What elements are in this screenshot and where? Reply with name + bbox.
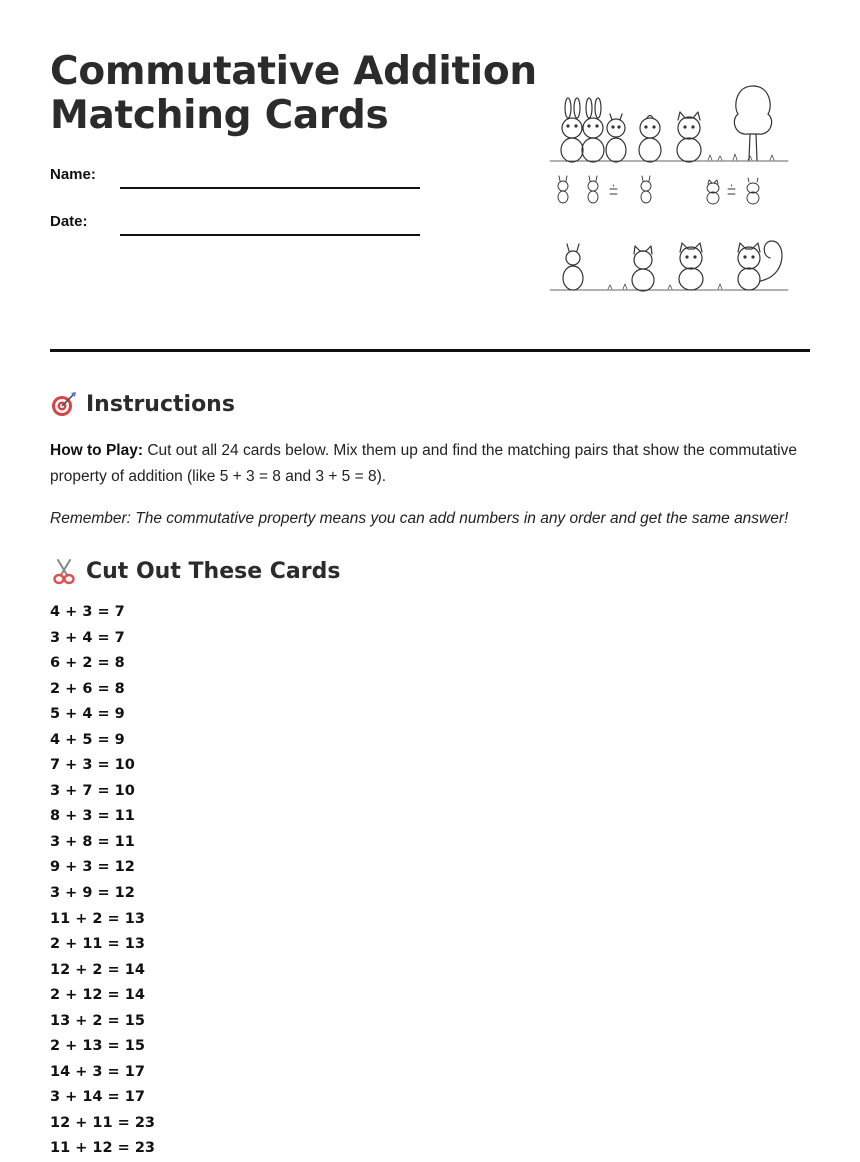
card-item: 3 + 4 = 7 [50,629,125,646]
title-line-2: Matching Cards [50,93,389,138]
title-line-1: Commutative Addition [50,49,537,94]
card-item: 3 + 7 = 10 [50,782,135,799]
scissors-icon [50,557,78,585]
card-item: 11 + 12 = 23 [50,1140,156,1157]
card-item: 4 + 5 = 9 [50,731,125,748]
card-item: 8 + 3 = 11 [50,808,135,825]
card-item: 7 + 3 = 10 [50,757,135,774]
how-to-play-label: How to Play: [50,442,144,459]
date-line[interactable] [120,234,420,236]
animal-illustration [548,76,794,298]
cards-heading [50,557,340,585]
card-item: 2 + 6 = 8 [50,680,125,697]
card-item: 12 + 2 = 14 [50,961,145,978]
date-label: Date: [50,213,88,230]
card-item: 5 + 4 = 9 [50,706,125,723]
card-item: 4 + 3 = 7 [50,604,125,620]
name-line[interactable] [120,187,420,189]
name-label: Name: [50,166,96,183]
tree-drawing [734,86,771,160]
instructions-heading [50,390,235,418]
card-item: 2 + 12 = 14 [50,987,145,1004]
card-item: 14 + 3 = 17 [50,1063,145,1080]
card-item: 2 + 13 = 15 [50,1038,145,1055]
cards-heading-text: Cut Out These Cards [86,558,341,584]
how-to-play-paragraph [50,438,810,490]
card-item: 2 + 11 = 13 [50,936,145,953]
card-item: 3 + 9 = 12 [50,885,135,902]
section-divider [50,349,810,352]
card-item: 3 + 14 = 17 [50,1089,145,1106]
card-item: 6 + 2 = 8 [50,655,125,672]
card-item: 9 + 3 = 12 [50,859,135,876]
card-item: 13 + 2 = 15 [50,1012,145,1029]
card-list [50,600,155,1162]
page-title [50,50,537,138]
bunny-drawing [561,98,583,162]
remember-note: Remember: The commutative property means you can add numbers in any order and get the same answer! [50,510,789,527]
card-item: 11 + 2 = 13 [50,910,145,927]
target-icon [50,390,78,418]
how-to-play-text: Cut out all 24 cards below. Mix them up and find the matching pairs that show the commutative property of addition (like 5 + 3 = 8 and 3 + 5 = 8). [50,442,797,485]
instructions-heading-text: Instructions [86,391,235,417]
card-item: 12 + 11 = 23 [50,1114,156,1131]
card-item: 3 + 8 = 11 [50,833,135,850]
